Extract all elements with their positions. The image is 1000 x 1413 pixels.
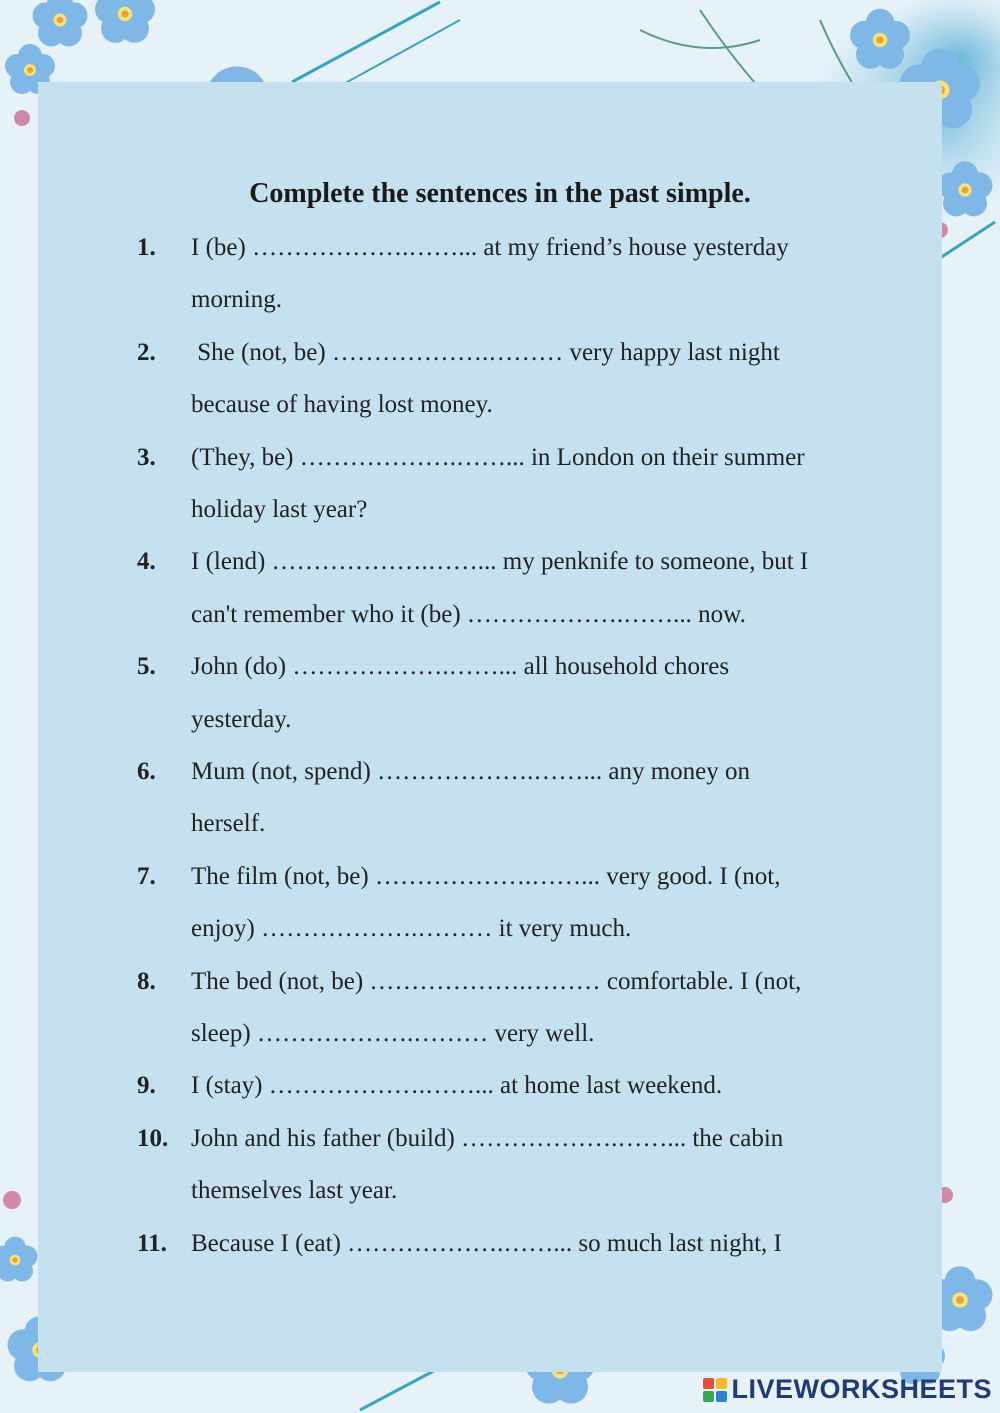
- exercise-list: [0, 222, 1000, 1270]
- item-number: 2.: [137, 338, 156, 366]
- item-text-continued: morning.: [191, 286, 282, 314]
- item-number: 11.: [137, 1229, 167, 1257]
- item-text: John (do) ……………….……... all household chores: [191, 653, 730, 681]
- item-number: 7.: [137, 862, 156, 890]
- item-text-continued: yesterday.: [191, 705, 292, 733]
- exercise-item: [0, 851, 1000, 956]
- logo-square-yellow: [716, 1378, 727, 1389]
- item-text-continued: holiday last year?: [191, 495, 368, 523]
- item-text: Because I (eat) ……………….……... so much last night, I: [191, 1229, 782, 1257]
- exercise-item: [0, 641, 1000, 746]
- item-text-continued: themselves last year.: [191, 1177, 398, 1205]
- item-text: I (stay) ……………….……... at home last weekend.: [191, 1072, 723, 1100]
- liveworksheets-logo: [703, 1374, 992, 1405]
- item-number: 1.: [137, 234, 156, 261]
- item-text-continued: can't remember who it (be) ……………….……... now.: [191, 600, 746, 628]
- liveworksheets-logo-icon: [703, 1378, 727, 1402]
- logo-square-blue: [716, 1391, 727, 1402]
- worksheet-title: Complete the sentences in the past simple.: [249, 178, 751, 209]
- item-text: The film (not, be) ……………….……... very good. I (not,: [191, 862, 781, 890]
- item-number: 3.: [137, 443, 156, 471]
- item-number: 10.: [137, 1124, 169, 1152]
- item-text: (They, be) ……………….……... in London on their summer: [191, 443, 805, 471]
- exercise-item: [0, 1218, 1000, 1270]
- item-number: 8.: [137, 967, 156, 995]
- item-number: 6.: [137, 757, 156, 785]
- exercise-item: [0, 536, 1000, 641]
- item-text-continued: herself.: [191, 810, 266, 838]
- logo-square-red: [703, 1378, 714, 1389]
- item-text-continued: because of having lost money.: [191, 391, 493, 419]
- item-text: Mum (not, spend) ……………….……... any money on: [191, 757, 750, 785]
- exercise-item: [0, 327, 1000, 432]
- item-number: 5.: [137, 653, 156, 681]
- item-text: She (not, be) ……………….……… very happy last night: [191, 338, 780, 366]
- item-number: 9.: [137, 1072, 156, 1100]
- exercise-item: [0, 1060, 1000, 1112]
- liveworksheets-logo-text: LIVEWORKSHEETS: [731, 1374, 992, 1404]
- item-text: John and his father (build) ……………….……... the cabin: [191, 1124, 784, 1152]
- item-text: I (be) ……………….……... at my friend’s house yesterday: [191, 234, 789, 261]
- item-text-continued: enjoy) ……………….……… it very much.: [191, 915, 632, 943]
- exercise-item: [0, 956, 1000, 1061]
- exercise-item: [0, 746, 1000, 851]
- logo-square-green: [703, 1391, 714, 1402]
- item-text-continued: sleep) ……………….……… very well.: [191, 1019, 595, 1047]
- exercise-item: [0, 1113, 1000, 1218]
- item-text: The bed (not, be) ……………….……… comfortable. I (not,: [191, 967, 802, 995]
- item-text: I (lend) ……………….……... my penknife to someone, but I: [191, 548, 809, 576]
- exercise-item: [0, 222, 1000, 327]
- item-number: 4.: [137, 548, 156, 576]
- exercise-item: [0, 432, 1000, 537]
